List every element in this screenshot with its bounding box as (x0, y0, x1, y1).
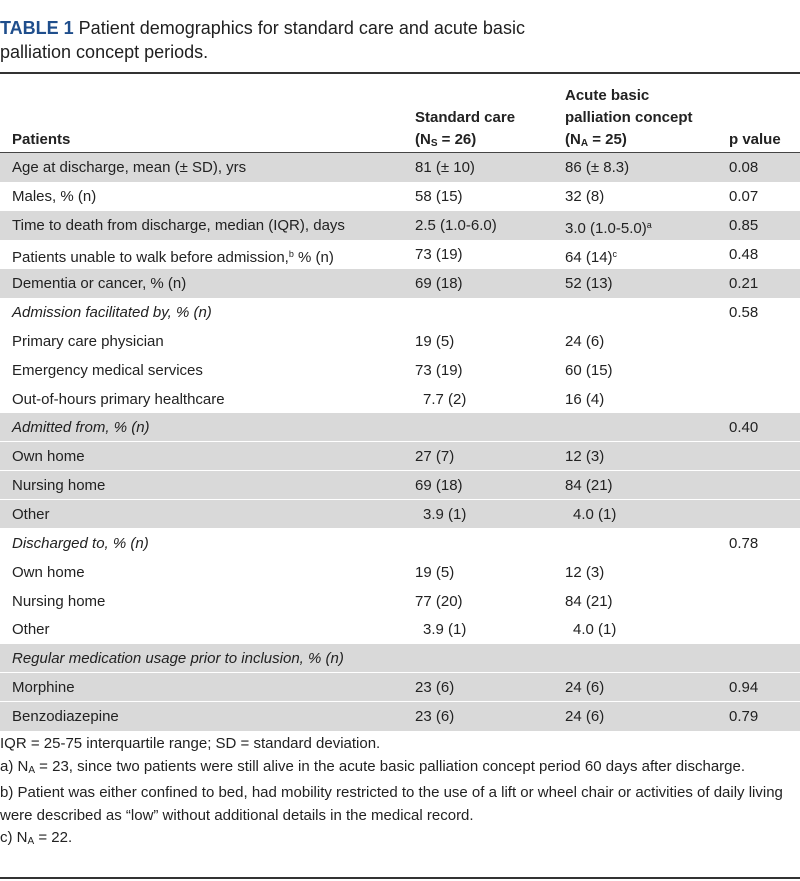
col-header-standard-care-label: Standard care (415, 109, 516, 126)
table-row: Own home 27 (7) 12 (3) (0, 442, 800, 471)
table-row: Own home 19 (5) 12 (3) (12, 564, 605, 581)
table-row-group-heading: Admitted from, % (n) 0.40 (0, 413, 800, 442)
table-row: Nursing home 69 (18) 84 (21) (0, 471, 800, 500)
table-row: Dementia or cancer, % (n) 69 (18) 52 (13) 0.21 (0, 269, 800, 298)
table-row: Nursing home 77 (20) 84 (21) (12, 593, 613, 610)
table-row: Males, % (n) 58 (15) 32 (8) 0.07 (12, 188, 759, 205)
table-title: Patient demographics for standard care and acute basic palliation concept periods. (0, 18, 525, 62)
col-header-p-value: p value (729, 131, 781, 148)
table-row-group-heading: Regular medication usage prior to inclusion, % (n) (0, 644, 800, 673)
table-row: Emergency medical services 73 (19) 60 (15) (12, 362, 613, 379)
col-header-standard-care-n: $(N_S = 26)$ (415, 131, 477, 149)
table-row: Primary care physician 19 (5) 24 (6) (12, 333, 605, 350)
table-row: Age at discharge, mean (± SD), yrs 81 (± 10) 86 (± 8.3) 0.08 (0, 153, 800, 182)
table-footnotes (0, 733, 800, 854)
table-row: Time to death from discharge, median (IQR), days 2.5 (1.0-6.0) 3.0 $(1.0-5.0)^a$ 0.85 (0, 211, 800, 240)
top-rule (0, 72, 800, 74)
col-header-abpc-line1: Acute basic (565, 87, 650, 104)
table-row-group-heading: Admission facilitated by, % (n) 0.58 (12, 304, 759, 321)
col-header-abpc-line2: palliation concept (565, 109, 693, 126)
table-row: Other 3.9 (1) 4.0 (1) (0, 500, 800, 528)
footnote-a: a) $N_A = 23$, since two patients were still alive in the acute basic palliation concept period 60 days after discharge. (0, 757, 746, 776)
col-header-standard-care (415, 107, 515, 155)
table-row-group-heading: Discharged to, % (n) 0.78 (12, 535, 759, 552)
footnote-c: c) $N_A = 22$. (0, 829, 73, 847)
table-row: Other 3.9 (1) 4.0 (1) (12, 621, 617, 638)
table-row: Morphine 23 (6) 24 (6) 0.94 (0, 673, 800, 702)
table-number: TABLE 1 (0, 18, 74, 38)
table-row: Benzodiazepine 23 (6) 24 (6) 0.79 (0, 702, 800, 731)
col-header-abpc-n: $(N_A = 25)$ (565, 131, 627, 149)
col-header-abpc (565, 85, 693, 155)
col-header-patients: Patients (12, 131, 71, 148)
footnote-abbreviations: IQR = 25-75 interquartile range; SD = standard deviation. (0, 735, 381, 752)
table-row: Patients unable to walk before admission,$^b$ % (n) 73 (19) 64 $(14)^c$ 0.48 (12, 246, 759, 266)
table-row: Out-of-hours primary healthcare 7.7 (2) 16 (4) (12, 391, 605, 408)
table-caption (0, 16, 560, 64)
bottom-rule (0, 877, 800, 879)
footnote-b: b) Patient was either confined to bed, had mobility restricted to the use of a lift or wheel chair or activities of daily living were described as “low” without additional details in the medical record. (0, 784, 783, 824)
